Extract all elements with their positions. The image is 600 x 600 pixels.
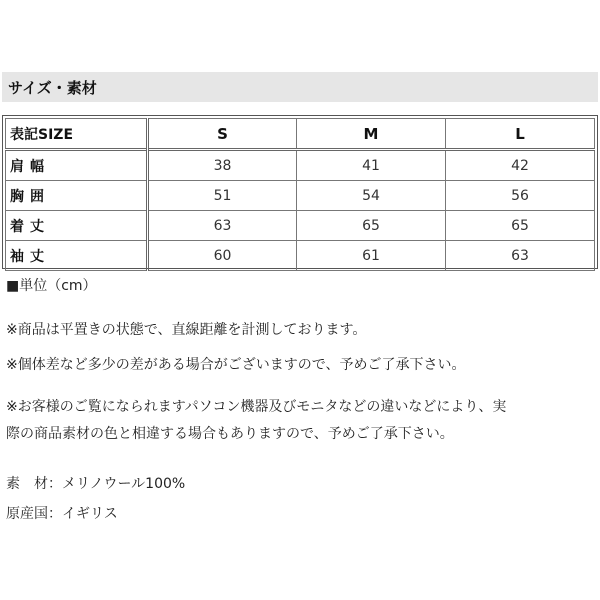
table-cell: 51 bbox=[148, 181, 297, 211]
table-cell: 41 bbox=[297, 150, 446, 181]
size-header-row bbox=[6, 119, 595, 150]
row-label-sleeve: 袖丈 bbox=[6, 241, 148, 271]
table-row bbox=[6, 241, 595, 271]
table-row bbox=[6, 150, 595, 181]
table-cell: 38 bbox=[148, 150, 297, 181]
table-cell: 65 bbox=[297, 211, 446, 241]
size-header-s: S bbox=[148, 119, 297, 150]
origin-info: 原産国：イギリス bbox=[6, 506, 118, 522]
size-table-container bbox=[2, 115, 598, 269]
row-label-chest: 胸囲 bbox=[6, 181, 148, 211]
table-row bbox=[6, 211, 595, 241]
table-cell: 56 bbox=[446, 181, 595, 211]
size-header-l: L bbox=[446, 119, 595, 150]
table-cell: 42 bbox=[446, 150, 595, 181]
table-cell: 65 bbox=[446, 211, 595, 241]
material-info: 素 材：メリノウール100% bbox=[6, 476, 186, 492]
table-cell: 63 bbox=[446, 241, 595, 271]
table-cell: 54 bbox=[297, 181, 446, 211]
table-cell: 63 bbox=[148, 211, 297, 241]
table-cell: 60 bbox=[148, 241, 297, 271]
individual-difference-note: ※個体差など多少の差がある場合がございますので、予めご了承下さい。 bbox=[6, 357, 466, 373]
size-header-m: M bbox=[297, 119, 446, 150]
table-row bbox=[6, 181, 595, 211]
unit-note: ■単位（cm） bbox=[6, 278, 97, 294]
measurement-note: ※商品は平置きの状態で、直線距離を計測しております。 bbox=[6, 322, 367, 338]
size-corner-label: 表記SIZE bbox=[6, 119, 148, 150]
row-label-length: 着丈 bbox=[6, 211, 148, 241]
size-table bbox=[5, 118, 595, 271]
row-label-shoulder: 肩幅 bbox=[6, 150, 148, 181]
color-note-line2: 際の商品素材の色と相違する場合もありますので、予めご了承下さい。 bbox=[6, 426, 454, 442]
section-title: サイズ・素材 bbox=[2, 72, 598, 102]
table-cell: 61 bbox=[297, 241, 446, 271]
color-note-line1: ※お客様のご覧になられますパソコン機器及びモニタなどの違いなどにより、実 bbox=[6, 399, 507, 415]
